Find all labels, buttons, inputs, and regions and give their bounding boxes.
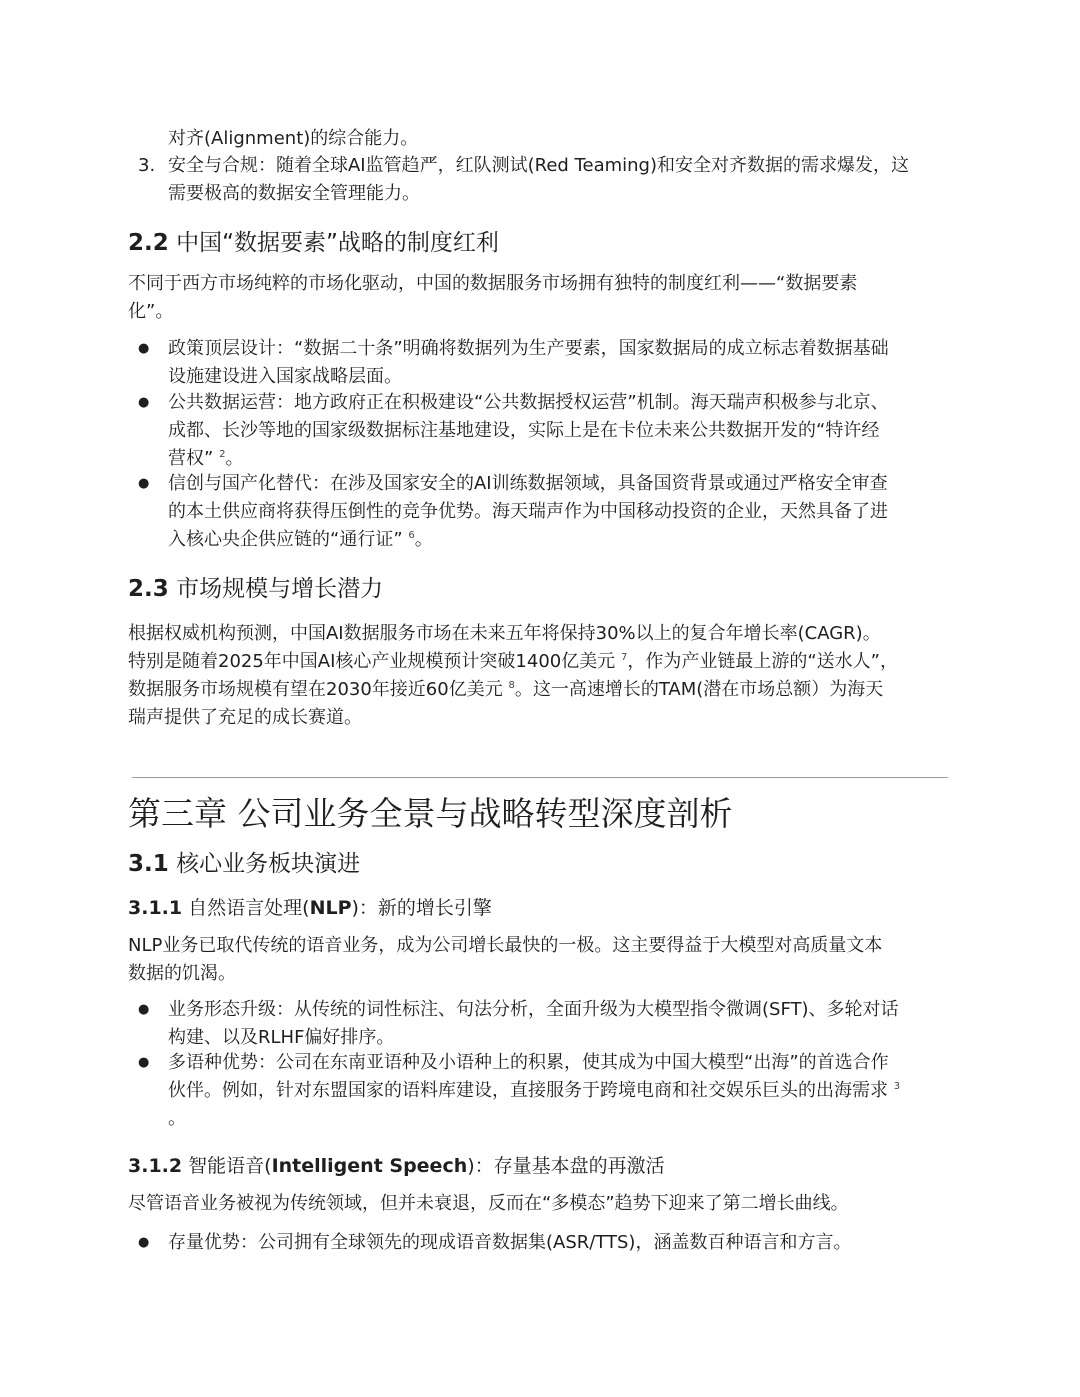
bullet-business-upgrade <box>168 996 899 1052</box>
bullet-dot: ● <box>138 395 150 410</box>
text-line: 根据权威机构预测，中国AI数据服务市场在未来五年将保持30%以上的复合年增长率(CAGR)。 <box>128 623 881 644</box>
bullet-dot: ● <box>138 1235 150 1250</box>
section-heading-3-1-2 <box>128 1152 665 1180</box>
text-line: 对齐(Alignment)的综合能力。 <box>168 128 419 149</box>
section-divider <box>132 777 948 778</box>
text-line <box>168 445 889 473</box>
text-line: 瑞声提供了充足的成长赛道。 <box>128 707 362 728</box>
list-item-2-continuation <box>168 125 418 153</box>
section-2-3-paragraph <box>128 620 898 732</box>
text-line: 设施建设进入国家战略层面。 <box>168 366 402 387</box>
list-number: 3. <box>138 155 156 176</box>
bullet-xinchuang <box>168 470 888 554</box>
bullet-dot: ● <box>138 1055 150 1070</box>
text-fragment: 伙伴。例如，针对东盟国家的语料库建设，直接服务于跨境电商和社交娱乐巨头的出海需求 <box>168 1080 888 1101</box>
section-number: 3.1.2 <box>128 1155 183 1177</box>
text-line: 数据的饥渴。 <box>128 963 236 984</box>
text-fragment: 。 <box>414 529 433 550</box>
text-line: 成都、长沙等地的国家级数据标注基地建设，实际上是在卡位未来公共数据开发的“特许经 <box>168 420 880 441</box>
text-line: 安全与合规：随着全球AI监管趋严，红队测试(Red Teaming)和安全对齐数据的需求爆发，这 <box>168 155 909 176</box>
text-line: 公共数据运营：地方政府正在积极建设“公共数据授权运营”机制。海天瑞声积极参与北京、 <box>168 392 889 413</box>
bullet-dot: ● <box>138 476 150 491</box>
bullet-public-data-operation <box>168 389 889 473</box>
text-line <box>128 648 898 676</box>
list-item-3 <box>168 152 909 208</box>
section-title: 核心业务板块演进 <box>176 851 361 877</box>
text-line <box>168 1077 900 1105</box>
section-title-bold: NLP <box>309 897 352 919</box>
section-number: 3.1 <box>128 851 169 877</box>
section-2-2-intro <box>128 270 857 326</box>
text-fragment: 。 <box>225 448 244 469</box>
text-line: 需要极高的数据安全管理能力。 <box>168 183 420 204</box>
section-title-part: )：存量基本盘的再激活 <box>467 1155 665 1177</box>
bullet-dot: ● <box>138 1002 150 1017</box>
text-line: 化”。 <box>128 301 174 322</box>
section-3-1-2-intro <box>128 1190 849 1218</box>
text-fragment: 特别是随着2025年中国AI核心产业规模预计突破1400亿美元 <box>128 651 616 672</box>
text-line <box>168 526 888 554</box>
section-number: 2.2 <box>128 230 169 256</box>
bullet-dot: ● <box>138 341 150 356</box>
section-3-1-1-intro <box>128 932 882 988</box>
section-title-part: 自然语言处理( <box>188 897 310 919</box>
text-line: 业务形态升级：从传统的词性标注、句法分析，全面升级为大模型指令微调(SFT)、多轮对话 <box>168 999 899 1020</box>
footnote-ref[interactable]: 8 <box>508 680 515 691</box>
text-line: 的本土供应商将获得压倒性的竞争优势。海天瑞声作为中国移动投资的企业，天然具备了进 <box>168 501 888 522</box>
text-line: 。 <box>168 1108 186 1129</box>
text-line: 构建、以及RLHF偏好排序。 <box>168 1027 395 1048</box>
text-fragment: 。这一高速增长的TAM(潜在市场总额）为海天 <box>514 679 884 700</box>
section-title: 市场规模与增长潜力 <box>176 576 384 602</box>
section-title-part: )：新的增长引擎 <box>351 897 492 919</box>
bullet-stock-advantage <box>168 1229 851 1257</box>
section-title-part: 智能语音( <box>188 1155 272 1177</box>
text-line: 政策顶层设计：“数据二十条”明确将数据列为生产要素，国家数据局的成立标志着数据基础 <box>168 338 889 359</box>
bullet-multilingual-advantage <box>168 1049 900 1133</box>
text-line: 多语种优势：公司在东南亚语种及小语种上的积累，使其成为中国大模型“出海”的首选合作 <box>168 1052 889 1073</box>
footnote-ref[interactable]: 7 <box>620 652 628 663</box>
footnote-ref[interactable]: 3 <box>893 1081 901 1092</box>
section-number: 3.1.1 <box>128 897 183 919</box>
text-line: 信创与国产化替代：在涉及国家安全的AI训练数据领域，具备国资背景或通过严格安全审查 <box>168 473 888 494</box>
text-line: 不同于西方市场纯粹的市场化驱动，中国的数据服务市场拥有独特的制度红利——“数据要素 <box>128 273 858 294</box>
text-line: 存量优势：公司拥有全球领先的现成语音数据集(ASR/TTS)，涵盖数百种语言和方言。 <box>168 1232 852 1253</box>
text-line: 尽管语音业务被视为传统领域，但并未衰退，反而在“多模态”趋势下迎来了第二增长曲线。 <box>128 1193 849 1214</box>
section-title-bold: Intelligent Speech <box>271 1155 468 1177</box>
section-title: 中国“数据要素”战略的制度红利 <box>176 230 499 256</box>
text-fragment: 营权” <box>168 448 214 469</box>
section-heading-2-2 <box>128 227 499 259</box>
text-fragment: 数据服务市场规模有望在2030年接近60亿美元 <box>128 679 503 700</box>
section-heading-3-1-1 <box>128 894 492 922</box>
chapter-title: 第三章 公司业务全景与战略转型深度剖析 <box>128 794 733 833</box>
section-heading-3-1 <box>128 848 360 880</box>
section-heading-2-3 <box>128 573 383 605</box>
section-number: 2.3 <box>128 576 169 602</box>
text-fragment: 入核心央企供应链的“通行证” <box>168 529 403 550</box>
text-fragment: ，作为产业链最上游的“送水人”， <box>627 651 899 672</box>
footnote-ref[interactable]: 6 <box>408 530 415 541</box>
bullet-policy-design <box>168 335 889 391</box>
footnote-ref[interactable]: 2 <box>219 449 226 460</box>
text-line: NLP业务已取代传统的语音业务，成为公司增长最快的一极。这主要得益于大模型对高质量文本 <box>128 935 883 956</box>
text-line <box>128 676 898 704</box>
